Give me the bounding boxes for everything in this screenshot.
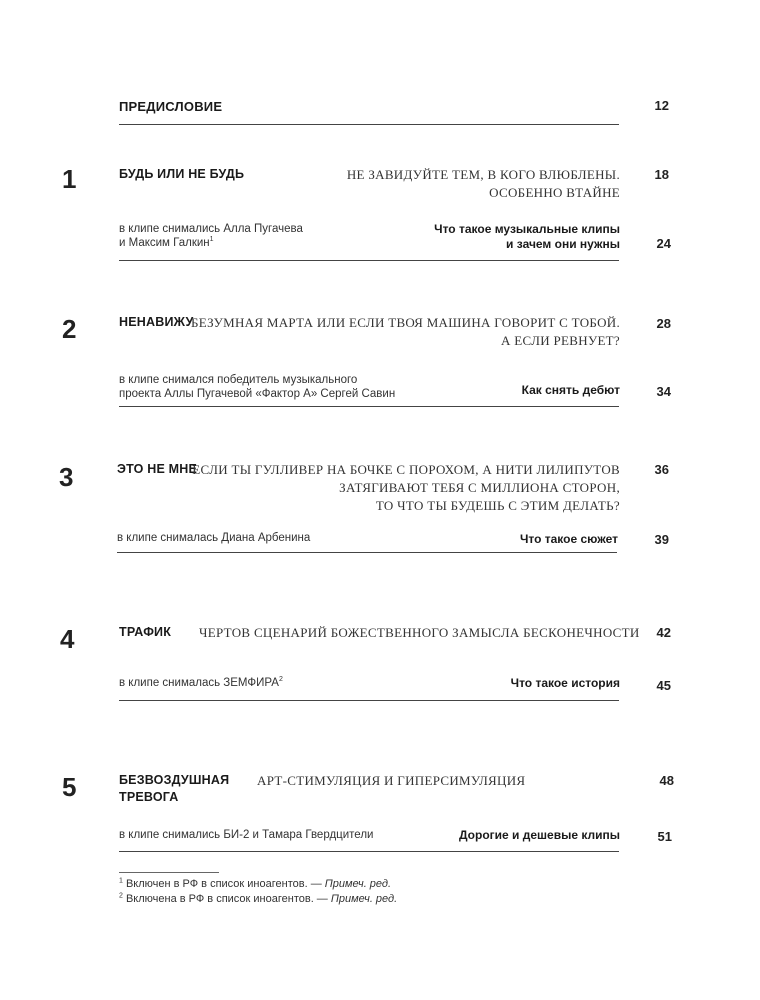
subtitle-page: 39 bbox=[654, 532, 669, 547]
chapter-number: 4 bbox=[60, 624, 75, 654]
chapter-number: 2 bbox=[62, 314, 77, 344]
preface-title: ПРЕДИСЛОВИЕ bbox=[119, 99, 223, 114]
chapter-epigraph bbox=[257, 772, 525, 790]
chapter-page: 28 bbox=[656, 316, 671, 331]
chapter-subtitle bbox=[440, 676, 620, 691]
chapter-epigraph bbox=[190, 314, 620, 350]
chapter-divider bbox=[117, 552, 617, 553]
chapter-page: 42 bbox=[656, 625, 671, 640]
chapter-title bbox=[119, 772, 229, 806]
footnotes bbox=[119, 877, 397, 907]
chapter-subtitle bbox=[380, 222, 620, 252]
subtitle-page: 51 bbox=[657, 829, 672, 844]
chapter-note bbox=[119, 676, 283, 690]
chapter-note bbox=[119, 373, 395, 401]
chapter-title: ЭТО НЕ МНЕ bbox=[117, 462, 198, 476]
epigraph-line: ЕСЛИ ТЫ ГУЛЛИВЕР НА БОЧКЕ С ПОРОХОМ, А НИТИ ЛИЛИПУТОВ bbox=[192, 462, 620, 477]
chapter-number: 3 bbox=[59, 462, 74, 492]
chapter-divider bbox=[119, 260, 619, 261]
subtitle-line: Что такое музыкальные клипы bbox=[434, 222, 620, 236]
note-line: в клипе снималась Диана Арбенина bbox=[117, 532, 311, 544]
subtitle-page: 45 bbox=[656, 678, 671, 693]
title-line: ТРЕВОГА bbox=[119, 790, 179, 804]
note-line: в клипе снимались Алла Пугачева bbox=[119, 223, 303, 235]
chapter-page: 18 bbox=[654, 167, 669, 182]
chapter-title: НЕНАВИЖУ bbox=[119, 315, 194, 329]
preface-divider bbox=[119, 124, 619, 125]
chapter-number: 5 bbox=[62, 772, 77, 802]
footnote: $^1$ Включен в РФ в список иноагентов. — Примеч. ред. bbox=[119, 877, 392, 890]
chapter-note bbox=[119, 828, 373, 842]
subtitle-line: Что такое история bbox=[510, 676, 620, 690]
epigraph-line: АРТ-СТИМУЛЯЦИЯ И ГИПЕРСИМУЛЯЦИЯ bbox=[257, 773, 526, 788]
preface-page: 12 bbox=[654, 98, 669, 113]
epigraph-line: ТО ЧТО ТЫ БУДЕШЬ С ЭТИМ ДЕЛАТЬ? bbox=[375, 498, 620, 513]
subtitle-line: Дорогие и дешевые клипы bbox=[458, 828, 620, 842]
footnote-separator bbox=[119, 872, 219, 873]
chapter-note bbox=[119, 222, 303, 250]
epigraph-line: НЕ ЗАВИДУЙТЕ ТЕМ, В КОГО ВЛЮБЛЕНЫ. bbox=[346, 167, 620, 182]
chapter-number: 1 bbox=[62, 164, 77, 194]
chapter-subtitle bbox=[440, 383, 620, 398]
note-line-with-sup: и Максим Галкин$^1$ bbox=[119, 236, 214, 249]
epigraph-line: БЕЗУМНАЯ МАРТА ИЛИ ЕСЛИ ТВОЯ МАШИНА ГОВОРИТ С ТОБОЙ. bbox=[190, 315, 620, 330]
chapter-page: 36 bbox=[654, 462, 669, 477]
chapter-divider bbox=[119, 851, 619, 852]
subtitle-line: Как снять дебют bbox=[521, 383, 620, 397]
chapter-divider bbox=[119, 700, 619, 701]
note-line: в клипе снимались БИ-2 и Тамара Гвердцители bbox=[119, 829, 374, 841]
note-line-with-sup: в клипе снималась ЗЕМФИРА$^2$ bbox=[119, 676, 283, 689]
chapter-subtitle bbox=[420, 532, 618, 547]
chapter-page: 48 bbox=[659, 773, 674, 788]
chapter-epigraph bbox=[300, 166, 620, 202]
subtitle-line: и зачем они нужны bbox=[506, 237, 620, 251]
note-line: в клипе снимался победитель музыкального bbox=[119, 374, 358, 386]
note-line: проекта Аллы Пугачевой «Фактор А» Сергей Савин bbox=[119, 388, 396, 400]
chapter-epigraph bbox=[190, 461, 620, 515]
epigraph-line: ОСОБЕННО ВТАЙНЕ bbox=[489, 185, 620, 200]
chapter-title: БУДЬ ИЛИ НЕ БУДЬ bbox=[119, 167, 245, 181]
subtitle-line: Что такое сюжет bbox=[519, 532, 618, 546]
title-line: БЕЗВОЗДУШНАЯ bbox=[119, 773, 230, 787]
chapter-title: ТРАФИК bbox=[119, 625, 172, 639]
chapter-note bbox=[117, 531, 310, 545]
epigraph-line: ЗАТЯГИВАЮТ ТЕБЯ С МИЛЛИОНА СТОРОН, bbox=[339, 480, 620, 495]
chapter-epigraph bbox=[199, 624, 640, 642]
subtitle-page: 34 bbox=[656, 384, 671, 399]
subtitle-page: 24 bbox=[656, 236, 671, 251]
chapter-divider bbox=[119, 406, 619, 407]
chapter-subtitle bbox=[420, 828, 620, 843]
footnote: $^2$ Включена в РФ в список иноагентов. — Примеч. ред. bbox=[119, 892, 398, 905]
epigraph-line: А ЕСЛИ РЕВНУЕТ? bbox=[501, 333, 620, 348]
epigraph-line: ЧЕРТОВ СЦЕНАРИЙ БОЖЕСТВЕННОГО ЗАМЫСЛА БЕСКОНЕЧНОСТИ bbox=[199, 625, 640, 640]
